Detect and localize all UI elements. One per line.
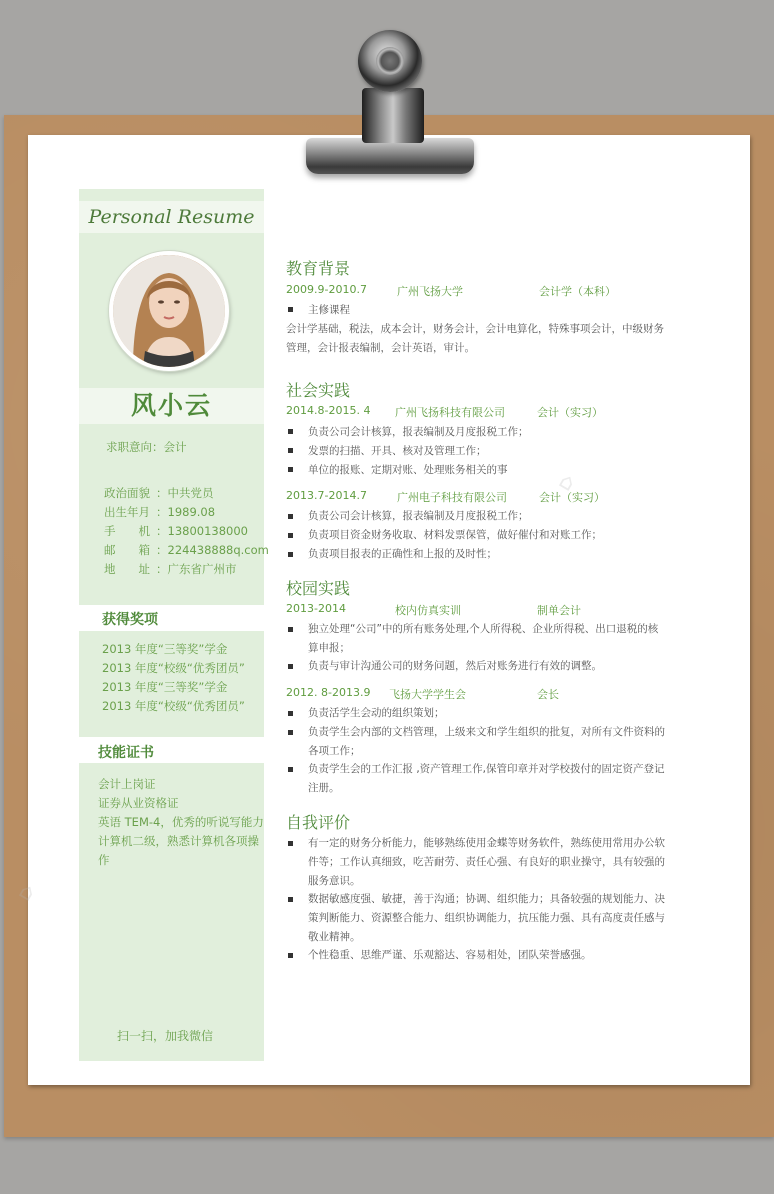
bullet-icon bbox=[288, 897, 293, 902]
bullet-icon bbox=[288, 767, 293, 772]
info-label: 政治面貌 bbox=[104, 486, 150, 500]
info-email bbox=[104, 542, 269, 558]
campus-org: 飞扬大学学生会 bbox=[389, 688, 466, 701]
skill-item: 计算机二级，熟悉计算机各项操 bbox=[98, 834, 259, 848]
campus-period: 2013-2014 bbox=[286, 602, 346, 615]
info-birth bbox=[104, 504, 215, 520]
bullet-icon bbox=[288, 514, 293, 519]
social-company: 广州飞扬科技有限公司 bbox=[395, 406, 505, 419]
self-eval-line: 件等；工作认真细致，吃苦耐劳、责任心强、有良好的职业操守，具有较强的 bbox=[308, 856, 665, 868]
binder-clip-base bbox=[306, 138, 474, 174]
social-duty: 负责公司会计核算，报表编制及月度报税工作； bbox=[308, 510, 529, 522]
self-eval-line: 个性稳重、思维严谨、乐观豁达、容易相处，团队荣誉感强。 bbox=[308, 949, 592, 961]
self-eval-title: 自我评价 bbox=[286, 813, 351, 832]
bullet-icon bbox=[288, 841, 293, 846]
info-label: 地 址 bbox=[104, 562, 150, 576]
social-duty: 发票的扫描、开具、核对及管理工作； bbox=[308, 445, 487, 457]
social-duty: 负责项目报表的正确性和上报的及时性； bbox=[308, 548, 497, 560]
campus-duty: 负责学生会内部的文档管理，上级来文和学生组织的批复，对所有文件资料的 bbox=[308, 726, 665, 738]
education-bullet: 主修课程 bbox=[308, 304, 350, 316]
education-courses-line: 会计学基础，税法，成本会计，财务会计，会计电算化，特殊事项会计，中级财务 bbox=[286, 323, 664, 335]
social-period: 2013.7-2014.7 bbox=[286, 489, 367, 502]
personal-resume-title: Personal Resume bbox=[79, 201, 264, 233]
info-value: ：中共党员 bbox=[156, 486, 214, 500]
education-title: 教育背景 bbox=[286, 259, 351, 278]
campus-title: 校园实践 bbox=[286, 579, 351, 598]
education-period: 2009.9-2010.7 bbox=[286, 283, 367, 296]
bullet-icon bbox=[288, 429, 293, 434]
watermark: ⌂ bbox=[554, 468, 580, 497]
campus-duty-cont: 注册。 bbox=[308, 782, 340, 794]
bullet-icon bbox=[288, 552, 293, 557]
wechat-qr-note: 扫一扫，加我微信 bbox=[117, 1029, 214, 1043]
education-school: 广州飞扬大学 bbox=[397, 285, 463, 298]
skill-item: 证券从业资格证 bbox=[98, 796, 179, 810]
social-duty: 负责项目资金财务收取、材料发票保管，做好催付和对账工作； bbox=[308, 529, 602, 541]
campus-duty-cont: 算申报； bbox=[308, 642, 350, 654]
info-address bbox=[104, 561, 237, 577]
social-title: 社会实践 bbox=[286, 381, 351, 400]
self-eval-line: 敬业精神。 bbox=[308, 931, 361, 943]
social-duty: 负责公司会计核算，报表编制及月度报税工作； bbox=[308, 426, 529, 438]
bullet-icon bbox=[288, 627, 293, 632]
bullet-icon bbox=[288, 711, 293, 716]
info-label: 出生年月 bbox=[104, 505, 150, 519]
binder-clip-arm bbox=[362, 88, 424, 143]
info-value: ：1989.08 bbox=[156, 505, 216, 519]
social-role: 会计（实习） bbox=[539, 491, 605, 504]
campus-duty: 独立处理“公司”中的所有账务处理,个人所得税、企业所得税、出口退税的核 bbox=[308, 623, 659, 635]
bullet-icon bbox=[288, 307, 293, 312]
info-label: 邮 箱 bbox=[104, 543, 150, 557]
resume-sidebar bbox=[79, 189, 269, 1061]
campus-role: 会长 bbox=[537, 688, 559, 701]
self-eval-line: 策判断能力、资源整合能力、组织协调能力，抗压能力强、具有高度责任感与 bbox=[308, 912, 665, 924]
bullet-icon bbox=[288, 664, 293, 669]
info-label: 手 机 bbox=[104, 524, 150, 538]
award-item: 2013 年度“校级“优秀团员” bbox=[102, 699, 245, 713]
bullet-icon bbox=[288, 533, 293, 538]
bullet-icon bbox=[288, 953, 293, 958]
social-company: 广州电子科技有限公司 bbox=[397, 491, 507, 504]
social-duty: 单位的报账、定期对账、处理账务相关的事 bbox=[308, 464, 508, 476]
social-role: 会计（实习） bbox=[537, 406, 603, 419]
campus-period: 2012. 8-2013.9 bbox=[286, 686, 371, 699]
skill-item: 英语 TEM-4，优秀的听说写能力 bbox=[98, 815, 264, 829]
job-intent: 求职意向：会计 bbox=[106, 440, 187, 454]
skill-item: 会计上岗证 bbox=[98, 777, 156, 791]
campus-duty-cont: 各项工作； bbox=[308, 745, 361, 757]
bullet-icon bbox=[288, 448, 293, 453]
binder-clip-hole bbox=[376, 47, 404, 75]
info-political bbox=[104, 485, 214, 501]
self-eval-line: 数据敏感度强、敏捷，善于沟通；协调、组织能力；具备较强的规划能力、决 bbox=[308, 893, 665, 905]
campus-duty: 负责活学生会动的组织策划； bbox=[308, 707, 445, 719]
award-item: 2013 年度“校级“优秀团员” bbox=[102, 661, 245, 675]
campus-org: 校内仿真实训 bbox=[395, 604, 461, 617]
skill-item: 作 bbox=[98, 853, 110, 867]
info-value: ：13800138000 bbox=[156, 524, 248, 538]
self-eval-line: 有一定的财务分析能力，能够熟练使用金蝶等财务软件，熟练使用常用办公软 bbox=[308, 837, 665, 849]
bullet-icon bbox=[288, 467, 293, 472]
info-value: ：224438888q.com bbox=[156, 543, 269, 557]
award-item: 2013 年度“三等奖”学金 bbox=[102, 642, 228, 656]
avatar-photo bbox=[109, 251, 229, 371]
social-period: 2014.8-2015. 4 bbox=[286, 404, 371, 417]
campus-role: 制单会计 bbox=[537, 604, 581, 617]
info-phone bbox=[104, 523, 248, 539]
bullet-icon bbox=[288, 730, 293, 735]
self-eval-line: 服务意识。 bbox=[308, 875, 361, 887]
campus-duty: 负责学生会的工作汇报 ,资产管理工作,保管印章并对学校拨付的固定资产登记 bbox=[308, 763, 665, 775]
awards-title: 获得奖项 bbox=[102, 612, 158, 628]
candidate-name: 风小云 bbox=[79, 388, 264, 424]
award-item: 2013 年度“三等奖”学金 bbox=[102, 680, 228, 694]
campus-duty: 负责与审计沟通公司的财务问题，然后对账务进行有效的调整。 bbox=[308, 660, 602, 672]
skills-title: 技能证书 bbox=[98, 745, 154, 761]
info-value: ：广东省广州市 bbox=[156, 562, 237, 576]
education-major: 会计学（本科） bbox=[539, 285, 616, 298]
education-courses-line: 管理，会计报表编制，会计英语，审计。 bbox=[286, 342, 475, 354]
watermark: ⌂ bbox=[14, 878, 40, 907]
